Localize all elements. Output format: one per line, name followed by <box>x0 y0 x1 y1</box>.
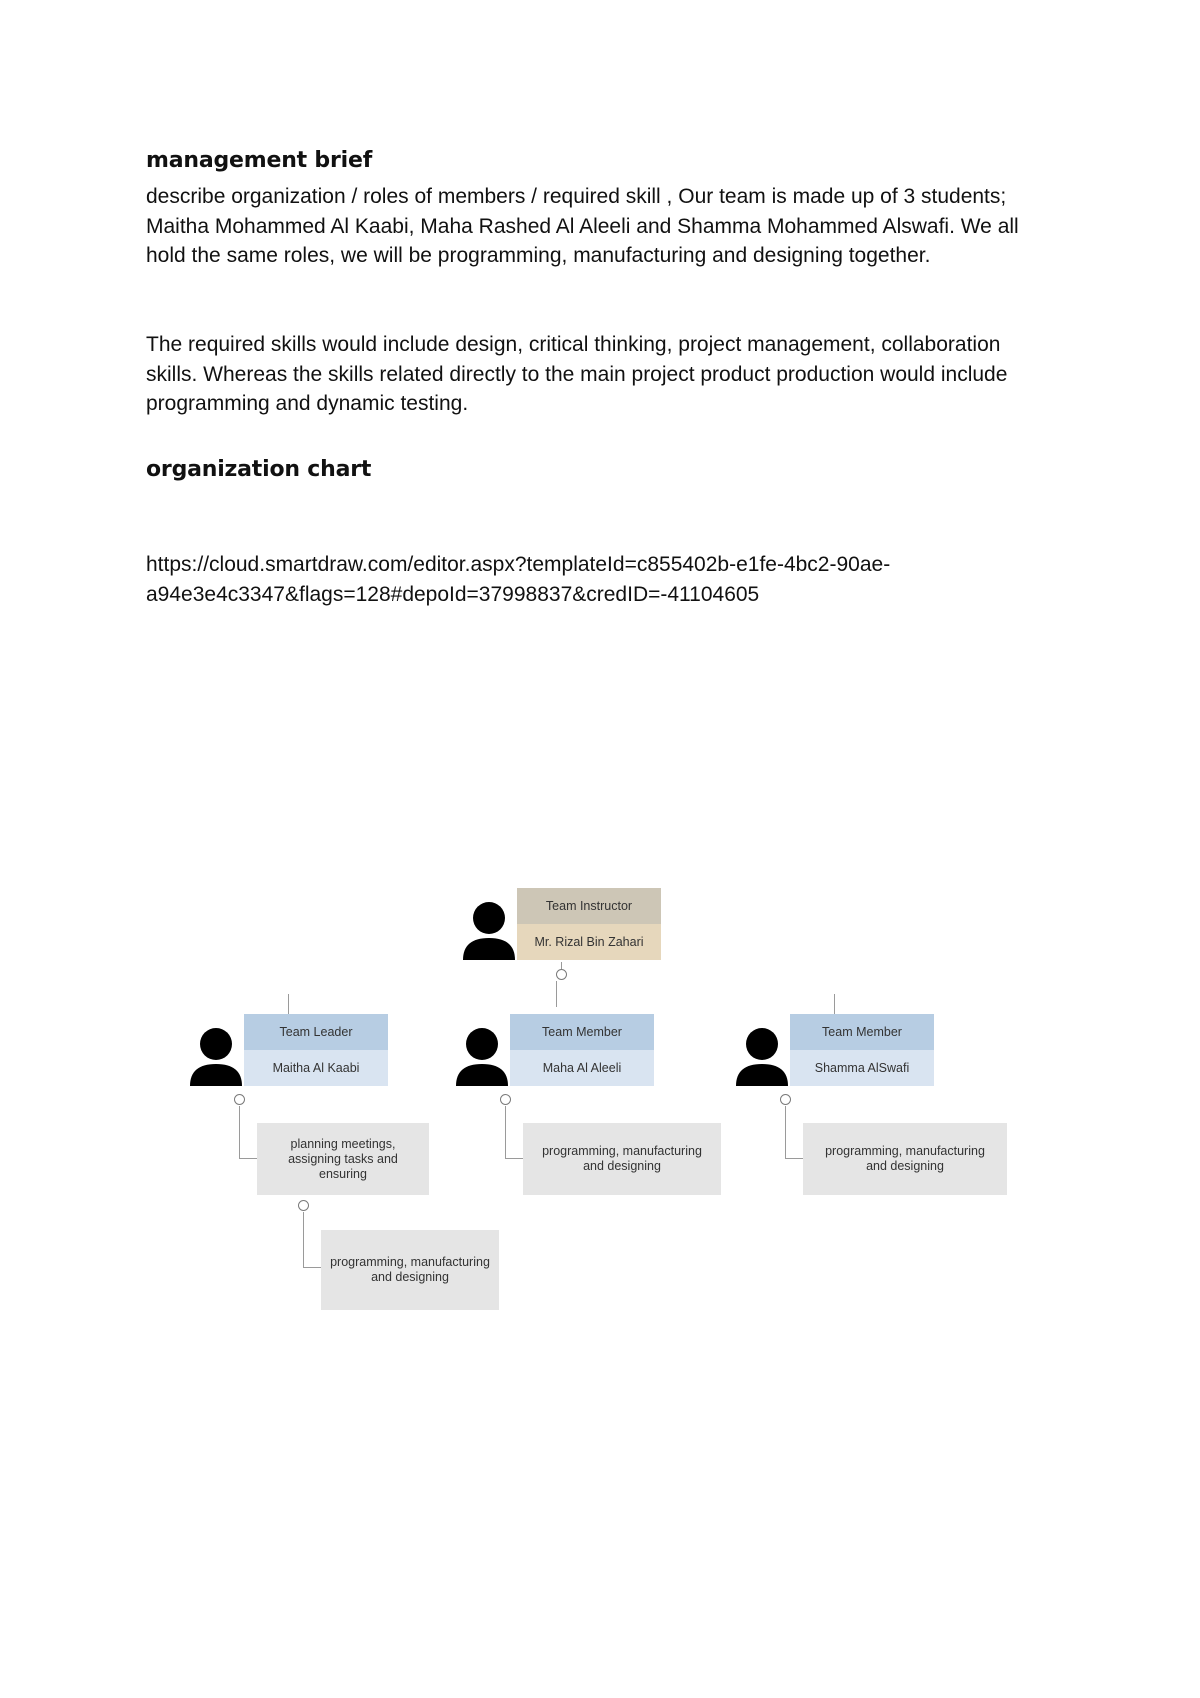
role-label: Team Instructor <box>517 888 661 924</box>
connector-line <box>556 981 557 1007</box>
role-label: Team Member <box>510 1014 654 1050</box>
connector-line <box>785 1158 803 1159</box>
name-label: Mr. Rizal Bin Zahari <box>517 924 661 960</box>
connector-line <box>505 1158 523 1159</box>
chart-url-line-1: https://cloud.smartdraw.com/editor.aspx?templateId=c855402b-e1fe-4bc2-90ae- <box>146 553 891 576</box>
connector-line <box>785 1106 786 1159</box>
connector-hub <box>780 1094 791 1105</box>
person-silhouette-icon <box>734 1014 790 1086</box>
paragraph-required-skills: The required skills would include design, critical thinking, project management, collaboration skills. Whereas the skills related directly to the main project product production would include programming and dynamic testing. <box>146 333 1008 415</box>
person-silhouette-icon <box>188 1014 244 1086</box>
connector-line <box>303 1267 321 1268</box>
org-card-team-member <box>454 1014 654 1086</box>
note-text: programming, manufacturing and designing <box>542 1144 702 1173</box>
role-label: Team Member <box>790 1014 934 1050</box>
org-card-instructor <box>461 888 661 960</box>
connector-hub <box>556 969 567 980</box>
connector-line <box>834 994 835 1014</box>
name-label: Maha Al Aleeli <box>510 1050 654 1086</box>
org-note-leader-tasks <box>257 1123 429 1195</box>
connector-hub <box>500 1094 511 1105</box>
chart-url-line-2: a94e3e4c3347&flags=128#depoId=37998837&credID=-41104605 <box>146 582 760 606</box>
role-label: Team Leader <box>244 1014 388 1050</box>
org-note-leader-skills <box>321 1230 499 1310</box>
connector-line <box>239 1106 240 1159</box>
org-card-team-leader <box>188 1014 388 1086</box>
connector-hub <box>234 1094 245 1105</box>
connector-hub <box>298 1200 309 1211</box>
org-card-team-member <box>734 1014 934 1086</box>
connector-line <box>239 1158 257 1159</box>
connector-line <box>505 1106 506 1159</box>
connector-line <box>303 1212 304 1268</box>
note-text: programming, manufacturing and designing <box>825 1144 985 1173</box>
heading-organization-chart: organization chart <box>146 457 372 482</box>
person-silhouette-icon <box>454 1014 510 1086</box>
connector-line <box>561 962 562 969</box>
heading-management-brief: management brief <box>146 148 373 173</box>
connector-line <box>288 994 289 1014</box>
name-label: Maitha Al Kaabi <box>244 1050 388 1086</box>
person-silhouette-icon <box>461 888 517 960</box>
name-label: Shamma AlSwafi <box>790 1050 934 1086</box>
org-note-member-skills <box>803 1123 1007 1195</box>
note-text: planning meetings, assigning tasks and ensuring <box>288 1136 398 1181</box>
paragraph-team-description: describe organization / roles of members / required skill , Our team is made up of 3 students; Maitha Mohammed Al Kaabi, Maha Rashed Al Aleeli and Shamma Mohammed Alswafi. We all hold the same roles, we will be programming, manufacturing and designing together. <box>146 185 1019 267</box>
org-note-member-skills <box>523 1123 721 1195</box>
note-text: programming, manufacturing and designing <box>330 1255 490 1284</box>
